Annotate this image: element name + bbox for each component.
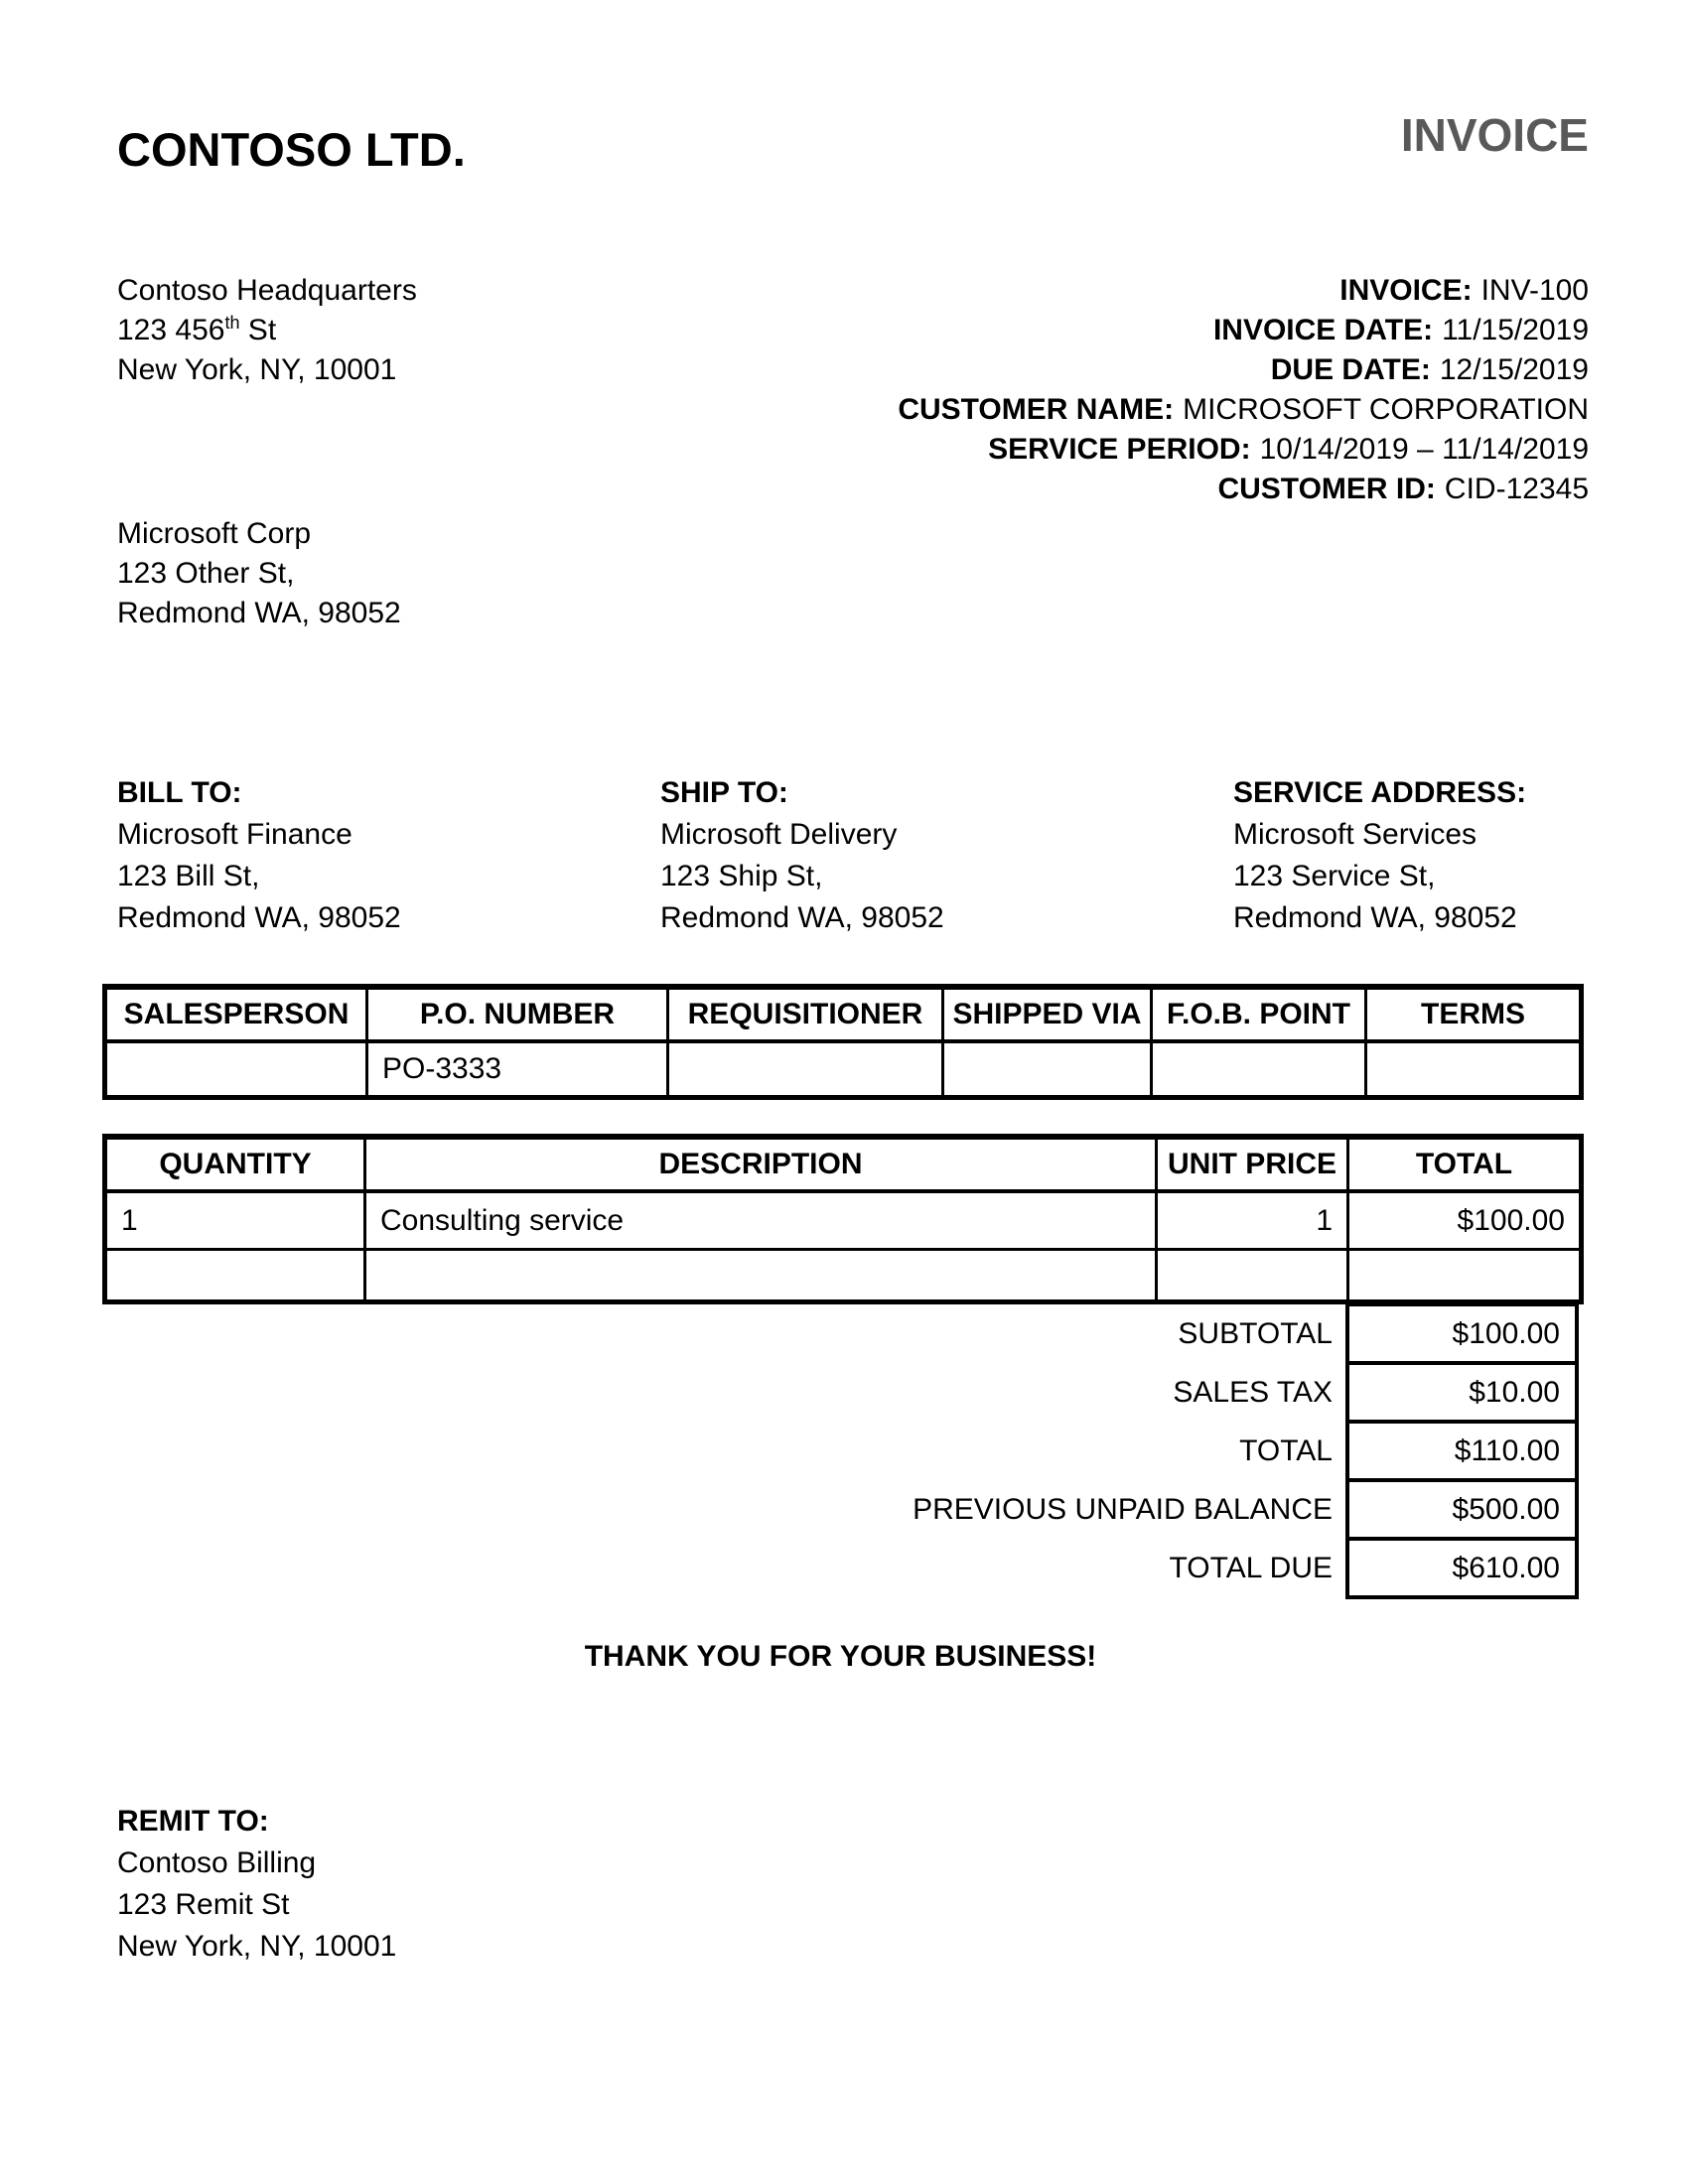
- requisitioner-cell: [668, 1041, 943, 1098]
- company-name: CONTOSO LTD.: [117, 123, 466, 176]
- ship-to-line: Redmond WA, 98052: [660, 901, 944, 934]
- invoice-meta-block: [898, 271, 1589, 509]
- previous-unpaid-balance-value: $500.00: [1345, 1478, 1579, 1541]
- meta-value: 12/15/2019: [1439, 353, 1589, 386]
- meta-value: CID-12345: [1444, 473, 1589, 505]
- company-address-line: [117, 311, 417, 350]
- meta-value: MICROSOFT CORPORATION: [1183, 393, 1589, 426]
- column-header-salesperson: SALESPERSON: [105, 987, 367, 1041]
- bill-to-line: Redmond WA, 98052: [117, 901, 401, 934]
- line-items-header-row: [105, 1137, 1582, 1191]
- remit-to-heading: REMIT TO:: [117, 1805, 269, 1838]
- meta-row-invoice-date: [898, 311, 1589, 350]
- customer-address-line: Microsoft Corp: [117, 517, 312, 550]
- salesperson-cell: [105, 1041, 367, 1098]
- column-header-total: TOTAL: [1348, 1137, 1582, 1191]
- fob-point-cell: [1152, 1041, 1366, 1098]
- meta-value: 11/15/2019: [1442, 314, 1589, 346]
- bill-to-line: Microsoft Finance: [117, 818, 352, 851]
- total-due-value: $610.00: [1345, 1537, 1579, 1599]
- order-info-header-row: [105, 987, 1582, 1041]
- line-item-row-empty: [105, 1250, 1582, 1302]
- customer-address-line: Redmond WA, 98052: [117, 597, 401, 629]
- total-cell: [1348, 1250, 1582, 1302]
- meta-value: INV-100: [1480, 274, 1589, 307]
- street-number: 123 456: [117, 314, 225, 346]
- service-address-line: 123 Service St,: [1233, 860, 1436, 892]
- shipped-via-cell: [943, 1041, 1152, 1098]
- customer-address-line: 123 Other St,: [117, 557, 295, 590]
- total-value: $110.00: [1345, 1420, 1579, 1482]
- previous-unpaid-balance-label: PREVIOUS UNPAID BALANCE: [913, 1492, 1333, 1526]
- line-items-table: [102, 1134, 1584, 1304]
- column-header-fob-point: F.O.B. POINT: [1152, 987, 1366, 1041]
- company-address-line: Contoso Headquarters: [117, 274, 417, 307]
- description-cell: [365, 1250, 1157, 1302]
- meta-value: 10/14/2019 – 11/14/2019: [1259, 433, 1589, 466]
- service-address-heading: SERVICE ADDRESS:: [1233, 776, 1527, 809]
- order-info-table: [102, 984, 1584, 1100]
- company-address-block: [117, 271, 417, 390]
- bill-to-line: 123 Bill St,: [117, 860, 260, 892]
- po-number-cell: PO-3333: [367, 1041, 668, 1098]
- meta-label: CUSTOMER ID:: [1217, 473, 1436, 505]
- customer-address-block: [117, 514, 401, 633]
- meta-label: INVOICE:: [1339, 274, 1473, 307]
- service-address-block: [1233, 772, 1526, 939]
- meta-row-service-period: [898, 430, 1589, 470]
- meta-label: INVOICE DATE:: [1212, 314, 1434, 346]
- sales-tax-value: $10.00: [1345, 1361, 1579, 1424]
- terms-cell: [1366, 1041, 1582, 1098]
- line-item-row: [105, 1191, 1582, 1250]
- unit-price-cell: 1: [1157, 1191, 1348, 1250]
- column-header-po-number: P.O. NUMBER: [367, 987, 668, 1041]
- ship-to-line: 123 Ship St,: [660, 860, 823, 892]
- thank-you-note: THANK YOU FOR YOUR BUSINESS!: [584, 1640, 1097, 1673]
- total-label: TOTAL: [1239, 1433, 1333, 1467]
- meta-label: DUE DATE:: [1270, 353, 1431, 386]
- remit-to-line: New York, NY, 10001: [117, 1930, 397, 1963]
- meta-row-customer-name: [898, 390, 1589, 430]
- service-address-line: Redmond WA, 98052: [1233, 901, 1517, 934]
- ship-to-block: [660, 772, 944, 939]
- service-address-line: Microsoft Services: [1233, 818, 1477, 851]
- unit-price-cell: [1157, 1250, 1348, 1302]
- remit-to-line: Contoso Billing: [117, 1846, 317, 1879]
- bill-to-heading: BILL TO:: [117, 776, 242, 809]
- meta-row-invoice-number: [898, 271, 1589, 311]
- total-due-label: TOTAL DUE: [1169, 1551, 1333, 1584]
- bill-to-block: [117, 772, 401, 939]
- column-header-description: DESCRIPTION: [365, 1137, 1157, 1191]
- column-header-requisitioner: REQUISITIONER: [668, 987, 943, 1041]
- invoice-title: INVOICE: [1400, 109, 1589, 161]
- column-header-shipped-via: SHIPPED VIA: [943, 987, 1152, 1041]
- remit-to-block: [117, 1801, 396, 1968]
- meta-row-customer-id: [898, 470, 1589, 509]
- street-ordinal-suffix: th: [224, 313, 240, 333]
- meta-label: CUSTOMER NAME:: [898, 393, 1175, 426]
- company-address-line: New York, NY, 10001: [117, 353, 397, 386]
- quantity-cell: [105, 1250, 365, 1302]
- column-header-quantity: QUANTITY: [105, 1137, 365, 1191]
- total-cell: $100.00: [1348, 1191, 1582, 1250]
- subtotal-value: $100.00: [1345, 1302, 1579, 1365]
- description-cell: Consulting service: [365, 1191, 1157, 1250]
- order-info-data-row: [105, 1041, 1582, 1098]
- quantity-cell: 1: [105, 1191, 365, 1250]
- meta-row-due-date: [898, 350, 1589, 390]
- meta-label: SERVICE PERIOD:: [988, 433, 1251, 466]
- ship-to-line: Microsoft Delivery: [660, 818, 898, 851]
- street-suffix: St: [239, 314, 277, 346]
- subtotal-label: SUBTOTAL: [1178, 1316, 1333, 1350]
- column-header-terms: TERMS: [1366, 987, 1582, 1041]
- remit-to-line: 123 Remit St: [117, 1888, 290, 1921]
- ship-to-heading: SHIP TO:: [660, 776, 788, 809]
- column-header-unit-price: UNIT PRICE: [1157, 1137, 1348, 1191]
- sales-tax-label: SALES TAX: [1173, 1375, 1333, 1409]
